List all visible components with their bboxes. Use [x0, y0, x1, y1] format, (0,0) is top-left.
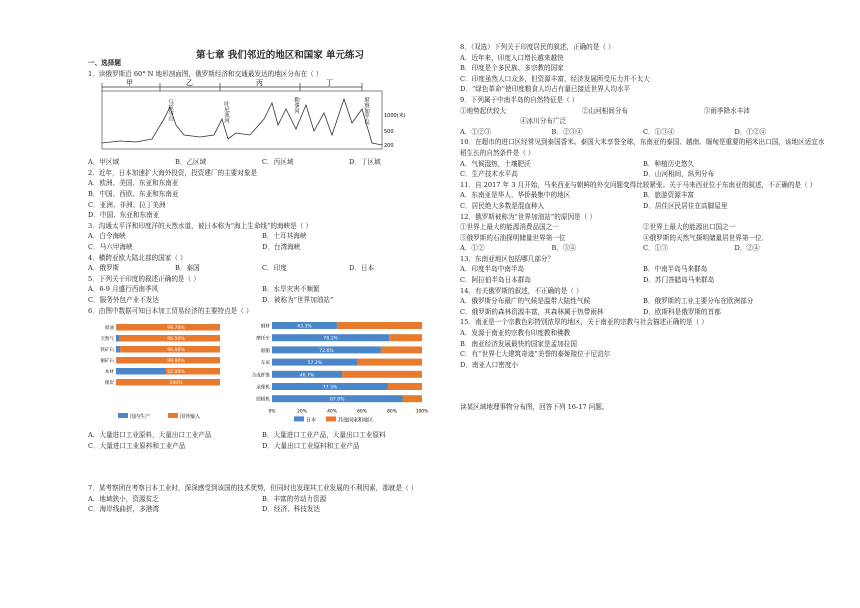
q6-options-row2: [88, 441, 436, 452]
legend-swatch-others: [326, 416, 336, 421]
region-jia: 甲: [126, 79, 133, 88]
data-label: 77.3%: [322, 385, 338, 391]
option: D．丁区域: [349, 158, 381, 167]
data-label: 46.7%: [299, 373, 315, 379]
option: A．①②③: [460, 127, 492, 136]
q13-options-row2: [460, 275, 826, 286]
ytick-1000: 1000(米): [384, 113, 406, 120]
option: A．俄罗斯: [88, 264, 120, 273]
x-tick-label: 80%: [387, 409, 397, 415]
right-column: [460, 42, 826, 413]
bar-domestic: [116, 368, 166, 375]
q5-options-row1: [88, 284, 436, 295]
bar-others: [389, 334, 422, 341]
bar-domestic: [116, 346, 120, 353]
category-label: 照相机: [256, 397, 270, 403]
ytick-500: 500: [384, 129, 394, 136]
category-label: 船舶: [260, 348, 270, 354]
option: B．土耳其海峡: [262, 232, 307, 241]
question-8: 8．（双选）下列关于印度居民的叙述，正确的是（ ）: [460, 43, 615, 51]
question-6: 6．由图中数据可知日本加工贸易经济的主要特点是（ ）: [88, 306, 253, 315]
option: B．丰富的劳动力资源: [262, 494, 327, 503]
option: C．服务外包产业不发达: [88, 295, 159, 304]
option: A．欧洲、美国、东亚和东南亚: [88, 179, 179, 188]
option: A．近年来，印度人口增长越来越快: [460, 53, 564, 62]
data-label: 43.3%: [297, 324, 312, 330]
option: B．种植历史悠久: [643, 159, 695, 168]
option: A．东南亚是华人、华侨最集中的地区: [460, 191, 571, 200]
x-tick-label: 100%: [415, 409, 429, 415]
data-label: 96.00%: [167, 348, 185, 354]
q11-options-row1: [460, 190, 826, 201]
option: A．①②: [460, 244, 485, 253]
statement: ④俄罗斯的天然气探明储量居世界第一位．: [643, 233, 769, 242]
data-label: 52.00%: [167, 370, 185, 376]
x-tick-label: 60%: [357, 409, 367, 415]
question-5: 5．下列关于印度的叙述正确的是（ ）: [88, 274, 200, 283]
option: B．中南半岛马来群岛: [643, 265, 708, 274]
option: B．乙区域: [175, 158, 207, 167]
bar-others: [337, 322, 422, 329]
q3-options-row1: [88, 231, 436, 242]
question-12: 12．俄罗斯被称为“世界加油站”的原因是（ ）: [460, 212, 596, 221]
legend-swatch-japan: [294, 416, 304, 421]
data-label: 99.80%: [167, 359, 185, 365]
option: A．白令海峡: [88, 232, 126, 241]
q14-options-row1: [460, 296, 826, 307]
option: C．印度虽然人口众多，但资源丰富，经济发展所受压力并不太大: [460, 74, 650, 83]
option: D．日本: [349, 264, 375, 273]
statement: ④冰川分布广泛: [520, 117, 567, 126]
q14-options-row2: [460, 307, 826, 318]
category-label: 铜矿石: [100, 359, 114, 365]
category-label: 木材: [104, 370, 114, 376]
category-label: 车床: [260, 361, 270, 367]
option: B．南亚经济发展最快的国家是孟加拉国: [460, 339, 577, 348]
q9-options: [460, 127, 826, 138]
q10-options-row2: [460, 169, 826, 180]
q10-options-row1: [460, 159, 826, 170]
option: D．欧斯科是俄罗斯的首都: [643, 307, 721, 316]
option: B．②③④: [551, 127, 583, 136]
q6-options-row1: [88, 430, 436, 441]
question-3: 3．沟通太平洋和印度洋的天然水道，被日本称为“海上生命线”的海峡是（ ）: [88, 221, 313, 230]
option: D．②④: [734, 244, 760, 253]
question-7: 7．某考察团在考察日本工业时，深深感受到该国的技术优势，但同时也发现其工业发展的不利因素，那就是（ ）: [88, 484, 418, 493]
bar-domestic: [116, 335, 120, 342]
question-15: 15．南亚是一个宗教色彩特别浓厚的地区，关于南亚的宗教与社会描述正确的是（ ）: [460, 318, 708, 327]
question-14: 14．有关俄罗斯的叙述，不正确的是（ ）: [460, 286, 583, 295]
statement: ②山河相间分布: [581, 106, 629, 115]
q12-options: [460, 243, 826, 254]
option: C．居民绝大多数是混血种人: [460, 201, 545, 210]
option: D．经济、科技发达: [262, 505, 321, 514]
legend-swatch-import: [168, 413, 178, 418]
q12-items-row2: [460, 233, 826, 244]
question-1: 1．读俄罗斯沿 60° N 地形剖面图，俄罗斯经济和交通最发达的地区分布在（ ）: [88, 69, 323, 78]
option: B．泰国: [175, 264, 200, 273]
bar-import: [116, 379, 220, 386]
q6-charts: [88, 318, 436, 430]
q13-options-row1: [460, 264, 826, 275]
option: B．俄罗斯的工业主要分布在欧洲部分: [643, 297, 754, 306]
legend-japan: 日本: [306, 417, 317, 424]
question-16-intro: 读某区域地理事物分布图，回答下列 16-17 问题。: [460, 403, 609, 412]
bar-others: [342, 371, 422, 378]
question-10: 10．在超市的进口区经常见到泰国香米。泰国大米享誉全球，东南亚的泰国、越南、缅甸是重要的稻米出口国，该地区适宜水稻生长的自然条件是（ ）: [460, 138, 825, 157]
option: D．台湾海峡: [262, 242, 301, 251]
data-label: 78.1%: [323, 336, 338, 342]
statement: ③俄罗斯的石油探明储量世界第一位: [460, 233, 566, 242]
region-yi: 乙: [186, 79, 193, 88]
bar-others: [388, 383, 422, 390]
bar-others: [358, 359, 422, 366]
bar-others: [403, 395, 423, 402]
option: B．印度是个多民族、多宗教的国家: [460, 64, 564, 73]
x-tick-label: 0%: [268, 409, 276, 415]
label-ural: 乌拉尔山: [167, 99, 173, 122]
option: C．①③④: [643, 127, 675, 136]
statement: ③雨季降水丰沛: [703, 106, 750, 115]
label-lena: 勒拿河: [293, 97, 299, 114]
ytick-200: 200: [384, 143, 394, 150]
option: C．有“世界七大建筑奇迹”美誉的泰姬陵位于尼泊尔: [460, 350, 611, 359]
data-label: 100%: [169, 381, 183, 387]
x-tick-label: 40%: [327, 409, 337, 415]
q7-options-row2: [88, 504, 436, 515]
option: D．南亚人口密度小: [460, 360, 519, 369]
option: D．①②④: [734, 127, 767, 136]
question-9: 9．下列属于中南半岛的自然特征是（ ）: [460, 95, 579, 104]
option: C．马六甲海峡: [88, 242, 133, 251]
option: C．亚洲、非洲、拉丁美洲: [88, 200, 166, 209]
option: A．6-9 月盛行西南季风: [88, 285, 159, 294]
q9-items: [460, 106, 826, 117]
section-heading: 一、选择题: [88, 59, 121, 67]
chart-japan-exports: [234, 318, 430, 430]
option: A．俄罗斯分布最广的气候是温带大陆性气候: [460, 297, 591, 306]
region-ding: 丁: [326, 79, 333, 88]
question-4: 4．横跨亚欧大陆北部的国家（ ）: [88, 253, 187, 262]
option: C．俄罗斯的森林资源丰富，其森林属于热带雨林: [460, 307, 604, 316]
legend-others: 其他国家和地区: [338, 417, 374, 424]
label-yenisei: 叶尼塞河: [223, 101, 229, 124]
bar-others: [381, 346, 422, 353]
option: A．甲区域: [88, 158, 120, 167]
option: B．水旱灾害不频繁: [262, 285, 320, 294]
option: A．发源于南亚的宗教有印度教和佛教: [460, 329, 571, 338]
option: D．居住区民居住在高脚屋里: [643, 201, 728, 210]
option: B．大量进口工业产品，大量出口工业原料: [262, 431, 386, 440]
q12-items-row1: [460, 222, 826, 233]
data-label: 87.0%: [329, 397, 345, 403]
option: C．丙区域: [262, 158, 294, 167]
category-label: 原油: [104, 326, 114, 332]
q1-options: [88, 157, 436, 168]
data-label: 72.6%: [319, 348, 334, 354]
data-label: 96.50%: [167, 337, 185, 343]
option: B．旅游资源丰富: [643, 191, 695, 200]
option: A．地域狭小，资源贫乏: [88, 494, 159, 503]
option: D．中国、东亚和东南亚: [88, 211, 160, 220]
statement: ①地势起伏较大: [460, 106, 507, 115]
statement: ②世界上最大的能源出口国之一: [643, 223, 736, 232]
category-label: 摩托车: [256, 336, 270, 342]
option: A．印度半岛中南半岛: [460, 265, 525, 274]
option: C．大量进口工业原料和工业产品: [88, 441, 186, 450]
category-label: 天然气: [100, 337, 114, 343]
page-title: 第七章 我们邻近的地区和国家 单元练习: [195, 50, 365, 61]
russia-profile-figure: [100, 79, 406, 157]
question-11: 11．自 2017 年 3 月开始，马来西亚与朝鲜的外交问题变得比较紧张。关于马来西亚位于东南亚的叙述，不正确的是（ ）: [460, 180, 817, 189]
option: D．“绿色革命”使印度粮食人均占有量已接近世界人均水平: [460, 85, 631, 94]
q5-options-row2: [88, 295, 436, 306]
chart-japan-imports: [88, 318, 228, 430]
x-tick-label: 20%: [297, 409, 307, 415]
left-column: [88, 58, 436, 515]
data-label: 99.70%: [167, 326, 185, 332]
data-label: 57.2%: [307, 361, 323, 367]
question-13: 13．东南亚地区包括哪几部分？: [460, 254, 555, 263]
statement: ①世界上最大的能源消费品国之一: [460, 223, 559, 232]
option: C．海岸线曲折，多港湾: [88, 505, 159, 514]
category-label: 煤炭: [104, 381, 114, 387]
option: B．③④: [551, 244, 577, 253]
option: C．印度: [262, 264, 287, 273]
option: C．阿拉伯半岛日本群岛: [460, 276, 531, 285]
category-label: 钢材: [260, 324, 270, 330]
option: B．中国、西欧、东亚和东南亚: [88, 189, 179, 198]
legend-domestic: 国内生产: [130, 414, 151, 421]
legend-swatch-domestic: [118, 413, 128, 418]
question-2: 2．近年，日本加速扩大海外投资，投资建厂的主要对象是: [88, 168, 258, 177]
category-label: 铁矿石: [100, 348, 114, 354]
option: C．生产技术水平高: [460, 170, 518, 179]
option: D．山河相间，纵列分布: [643, 170, 715, 179]
category-label: 录像机: [256, 385, 270, 391]
q4-options: [88, 263, 436, 274]
option: D．大量出口工业原料和工业产品: [262, 441, 360, 450]
region-bing: 丙: [256, 79, 263, 88]
q7-options-row1: [88, 494, 436, 505]
option: D．被称为“世界加油站”: [262, 295, 334, 304]
q3-options-row2: [88, 242, 436, 253]
label-kamchatka: 堪察加半岛: [363, 97, 369, 125]
option: C．①③: [643, 244, 668, 253]
legend-import: 国外输入: [180, 414, 201, 421]
q11-options-row2: [460, 201, 826, 212]
category-label: 合成纤维: [251, 373, 270, 379]
option: A．大量进口工业原料，大量出口工业产品: [88, 431, 212, 440]
option: D．苏门答腊岛马来群岛: [643, 276, 715, 285]
option: A．气候湿热，土壤肥沃: [460, 159, 531, 168]
